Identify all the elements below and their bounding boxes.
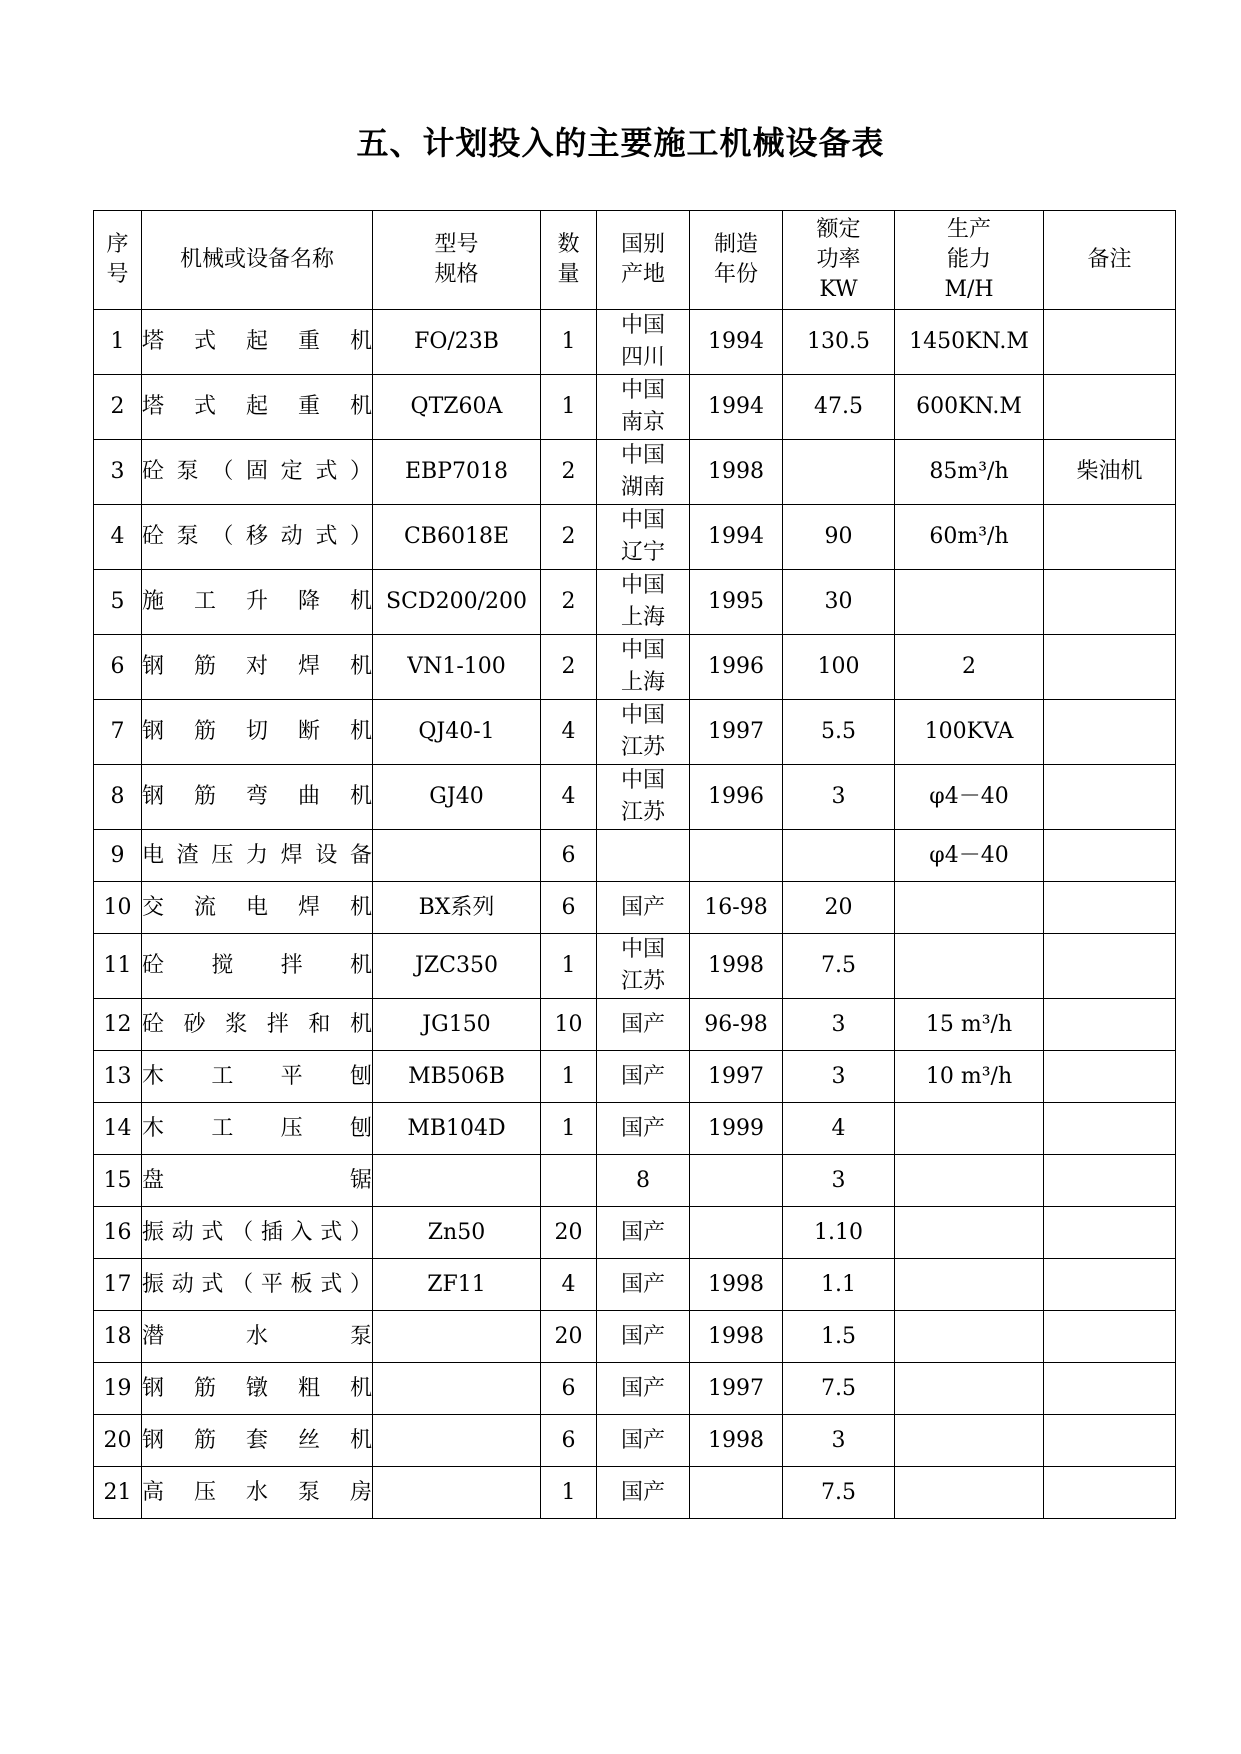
cell-model: ZF11 (373, 1259, 541, 1311)
header-name: 机械或设备名称 (142, 211, 373, 310)
table-row (94, 310, 1176, 375)
header-power: 额定 功率 KW (783, 211, 895, 310)
cell-origin: 中国 江苏 (597, 934, 690, 999)
cell-origin: 中国 江苏 (597, 765, 690, 830)
table-row (94, 1051, 1176, 1103)
cell-power: 130.5 (783, 310, 895, 375)
table-row (94, 882, 1176, 934)
cell-note (1044, 830, 1176, 882)
cell-no: 16 (94, 1207, 142, 1259)
cell-no: 1 (94, 310, 142, 375)
cell-no: 20 (94, 1415, 142, 1467)
cell-name: 塔式起重机 (142, 375, 373, 440)
cell-model: QTZ60A (373, 375, 541, 440)
cell-origin: 8 (597, 1155, 690, 1207)
cell-power: 4 (783, 1103, 895, 1155)
table-row (94, 1207, 1176, 1259)
table-row (94, 999, 1176, 1051)
table-row (94, 375, 1176, 440)
table-row (94, 700, 1176, 765)
cell-no: 4 (94, 505, 142, 570)
cell-note (1044, 1207, 1176, 1259)
cell-year (690, 1207, 783, 1259)
header-note: 备注 (1044, 211, 1176, 310)
cell-year: 96-98 (690, 999, 783, 1051)
cell-capacity: 1450KN.M (895, 310, 1044, 375)
header-origin: 国别 产地 (597, 211, 690, 310)
cell-model: SCD200/200 (373, 570, 541, 635)
cell-origin: 国产 (597, 1467, 690, 1519)
cell-qty: 1 (541, 934, 597, 999)
cell-no: 10 (94, 882, 142, 934)
cell-name: 施工升降机 (142, 570, 373, 635)
cell-name: 振动式（插入式） (142, 1207, 373, 1259)
cell-note (1044, 1311, 1176, 1363)
cell-year: 1997 (690, 1051, 783, 1103)
cell-power: 20 (783, 882, 895, 934)
cell-power: 3 (783, 1155, 895, 1207)
cell-note: 柴油机 (1044, 440, 1176, 505)
cell-qty: 20 (541, 1207, 597, 1259)
cell-qty: 1 (541, 1051, 597, 1103)
cell-model (373, 830, 541, 882)
cell-origin: 中国 上海 (597, 635, 690, 700)
cell-name: 盘锯 (142, 1155, 373, 1207)
cell-qty: 6 (541, 1415, 597, 1467)
cell-power: 30 (783, 570, 895, 635)
cell-note (1044, 1155, 1176, 1207)
cell-name: 潜水泵 (142, 1311, 373, 1363)
cell-qty: 6 (541, 1363, 597, 1415)
cell-note (1044, 934, 1176, 999)
cell-name: 钢筋套丝机 (142, 1415, 373, 1467)
cell-origin: 国产 (597, 1259, 690, 1311)
cell-model: Zn50 (373, 1207, 541, 1259)
cell-note (1044, 570, 1176, 635)
cell-qty: 4 (541, 1259, 597, 1311)
cell-power (783, 830, 895, 882)
cell-year: 1995 (690, 570, 783, 635)
cell-origin (597, 830, 690, 882)
cell-year: 1994 (690, 310, 783, 375)
cell-year: 1997 (690, 1363, 783, 1415)
cell-capacity: φ4－40 (895, 830, 1044, 882)
cell-year: 1999 (690, 1103, 783, 1155)
cell-capacity: 85m³/h (895, 440, 1044, 505)
cell-year (690, 1467, 783, 1519)
cell-note (1044, 1103, 1176, 1155)
cell-model (373, 1415, 541, 1467)
cell-year: 1994 (690, 505, 783, 570)
cell-qty: 20 (541, 1311, 597, 1363)
cell-model (373, 1363, 541, 1415)
cell-note (1044, 1051, 1176, 1103)
cell-note (1044, 1415, 1176, 1467)
cell-name: 砼泵（固定式） (142, 440, 373, 505)
cell-origin: 国产 (597, 1103, 690, 1155)
cell-model: JG150 (373, 999, 541, 1051)
table-row (94, 1259, 1176, 1311)
cell-origin: 中国 辽宁 (597, 505, 690, 570)
cell-power: 1.5 (783, 1311, 895, 1363)
cell-capacity (895, 570, 1044, 635)
cell-qty: 1 (541, 310, 597, 375)
cell-no: 8 (94, 765, 142, 830)
cell-name: 塔式起重机 (142, 310, 373, 375)
table-row (94, 570, 1176, 635)
cell-note (1044, 1259, 1176, 1311)
cell-no: 21 (94, 1467, 142, 1519)
cell-note (1044, 999, 1176, 1051)
cell-name: 木工平刨 (142, 1051, 373, 1103)
cell-no: 6 (94, 635, 142, 700)
cell-qty (541, 1155, 597, 1207)
cell-capacity (895, 1415, 1044, 1467)
cell-name: 砼泵（移动式） (142, 505, 373, 570)
table-row (94, 635, 1176, 700)
cell-capacity (895, 1467, 1044, 1519)
cell-name: 钢筋镦粗机 (142, 1363, 373, 1415)
cell-year: 1998 (690, 934, 783, 999)
cell-year: 16-98 (690, 882, 783, 934)
cell-capacity: 15 m³/h (895, 999, 1044, 1051)
cell-power: 47.5 (783, 375, 895, 440)
cell-name: 砼砂浆拌和机 (142, 999, 373, 1051)
cell-no: 2 (94, 375, 142, 440)
cell-year: 1998 (690, 1259, 783, 1311)
cell-capacity: 10 m³/h (895, 1051, 1044, 1103)
cell-capacity: φ4－40 (895, 765, 1044, 830)
cell-year (690, 830, 783, 882)
cell-power (783, 440, 895, 505)
cell-no: 18 (94, 1311, 142, 1363)
cell-year: 1998 (690, 1311, 783, 1363)
cell-qty: 2 (541, 505, 597, 570)
cell-no: 13 (94, 1051, 142, 1103)
cell-note (1044, 882, 1176, 934)
cell-no: 14 (94, 1103, 142, 1155)
cell-note (1044, 765, 1176, 830)
cell-name: 高压水泵房 (142, 1467, 373, 1519)
cell-qty: 1 (541, 1103, 597, 1155)
table-row (94, 505, 1176, 570)
cell-origin: 中国 湖南 (597, 440, 690, 505)
cell-model (373, 1155, 541, 1207)
cell-year: 1996 (690, 765, 783, 830)
cell-power: 3 (783, 765, 895, 830)
cell-model: BX系列 (373, 882, 541, 934)
cell-power: 1.1 (783, 1259, 895, 1311)
table-row (94, 765, 1176, 830)
cell-power: 90 (783, 505, 895, 570)
table-row (94, 440, 1176, 505)
cell-capacity: 2 (895, 635, 1044, 700)
table-row (94, 934, 1176, 999)
cell-year: 1996 (690, 635, 783, 700)
cell-no: 7 (94, 700, 142, 765)
header-year: 制造 年份 (690, 211, 783, 310)
equipment-table (93, 210, 1176, 1519)
cell-power: 100 (783, 635, 895, 700)
cell-year: 1997 (690, 700, 783, 765)
cell-qty: 2 (541, 635, 597, 700)
cell-model: VN1-100 (373, 635, 541, 700)
cell-power: 7.5 (783, 1467, 895, 1519)
cell-name: 交流电焊机 (142, 882, 373, 934)
table-row (94, 1415, 1176, 1467)
cell-power: 1.10 (783, 1207, 895, 1259)
cell-origin: 国产 (597, 1415, 690, 1467)
cell-name: 钢筋切断机 (142, 700, 373, 765)
cell-capacity (895, 882, 1044, 934)
cell-note (1044, 1363, 1176, 1415)
cell-origin: 国产 (597, 1051, 690, 1103)
cell-capacity (895, 1363, 1044, 1415)
cell-capacity: 100KVA (895, 700, 1044, 765)
cell-name: 钢筋对焊机 (142, 635, 373, 700)
cell-capacity (895, 1103, 1044, 1155)
cell-qty: 6 (541, 882, 597, 934)
cell-no: 3 (94, 440, 142, 505)
cell-no: 19 (94, 1363, 142, 1415)
cell-name: 砼搅拌机 (142, 934, 373, 999)
cell-capacity (895, 1259, 1044, 1311)
cell-power: 5.5 (783, 700, 895, 765)
cell-note (1044, 505, 1176, 570)
cell-no: 9 (94, 830, 142, 882)
header-capacity: 生产 能力 M/H (895, 211, 1044, 310)
cell-year: 1994 (690, 375, 783, 440)
cell-note (1044, 310, 1176, 375)
cell-note (1044, 375, 1176, 440)
cell-qty: 4 (541, 700, 597, 765)
cell-capacity (895, 1207, 1044, 1259)
cell-power: 3 (783, 999, 895, 1051)
cell-note (1044, 635, 1176, 700)
cell-name: 振动式（平板式） (142, 1259, 373, 1311)
cell-model: EBP7018 (373, 440, 541, 505)
cell-origin: 国产 (597, 882, 690, 934)
header-model: 型号 规格 (373, 211, 541, 310)
cell-model: MB104D (373, 1103, 541, 1155)
cell-qty: 1 (541, 1467, 597, 1519)
cell-qty: 6 (541, 830, 597, 882)
cell-model: CB6018E (373, 505, 541, 570)
cell-capacity (895, 1311, 1044, 1363)
table-row (94, 830, 1176, 882)
cell-model (373, 1467, 541, 1519)
header-qty: 数 量 (541, 211, 597, 310)
table-row (94, 1467, 1176, 1519)
cell-model: QJ40-1 (373, 700, 541, 765)
cell-qty: 2 (541, 440, 597, 505)
cell-origin: 中国 四川 (597, 310, 690, 375)
cell-capacity: 60m³/h (895, 505, 1044, 570)
cell-origin: 中国 江苏 (597, 700, 690, 765)
cell-no: 15 (94, 1155, 142, 1207)
table-row (94, 1311, 1176, 1363)
cell-no: 11 (94, 934, 142, 999)
cell-note (1044, 700, 1176, 765)
cell-origin: 国产 (597, 999, 690, 1051)
cell-model: JZC350 (373, 934, 541, 999)
cell-origin: 中国 南京 (597, 375, 690, 440)
cell-model: FO/23B (373, 310, 541, 375)
cell-origin: 中国 上海 (597, 570, 690, 635)
page-title: 五、计划投入的主要施工机械设备表 (356, 124, 885, 162)
cell-power: 7.5 (783, 1363, 895, 1415)
cell-qty: 1 (541, 375, 597, 440)
cell-capacity: 600KN.M (895, 375, 1044, 440)
cell-no: 12 (94, 999, 142, 1051)
cell-power: 7.5 (783, 934, 895, 999)
cell-year: 1998 (690, 1415, 783, 1467)
cell-model: GJ40 (373, 765, 541, 830)
cell-year: 1998 (690, 440, 783, 505)
table-body (94, 310, 1176, 1519)
cell-origin: 国产 (597, 1207, 690, 1259)
table-row (94, 1155, 1176, 1207)
cell-power: 3 (783, 1415, 895, 1467)
cell-origin: 国产 (597, 1311, 690, 1363)
cell-model (373, 1311, 541, 1363)
cell-qty: 2 (541, 570, 597, 635)
cell-qty: 10 (541, 999, 597, 1051)
cell-name: 木工压刨 (142, 1103, 373, 1155)
cell-note (1044, 1467, 1176, 1519)
cell-year (690, 1155, 783, 1207)
cell-capacity (895, 1155, 1044, 1207)
table-row (94, 1363, 1176, 1415)
header-row (94, 211, 1176, 310)
header-no: 序 号 (94, 211, 142, 310)
cell-capacity (895, 934, 1044, 999)
cell-qty: 4 (541, 765, 597, 830)
table-row (94, 1103, 1176, 1155)
cell-name: 电渣压力焊设备 (142, 830, 373, 882)
cell-name: 钢筋弯曲机 (142, 765, 373, 830)
cell-no: 17 (94, 1259, 142, 1311)
cell-no: 5 (94, 570, 142, 635)
cell-model: MB506B (373, 1051, 541, 1103)
cell-power: 3 (783, 1051, 895, 1103)
cell-origin: 国产 (597, 1363, 690, 1415)
